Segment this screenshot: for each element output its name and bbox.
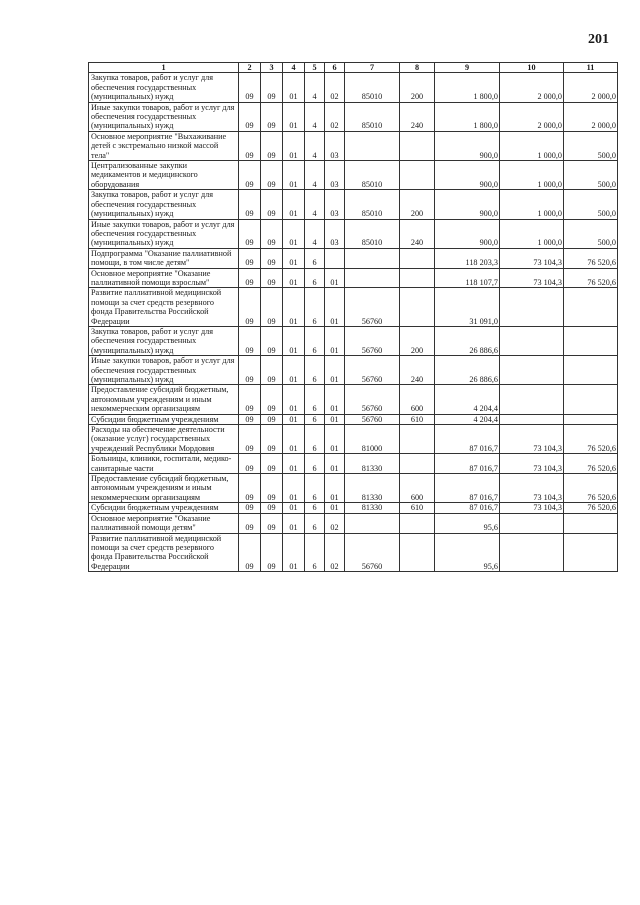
amount-cell: 95,6: [435, 533, 500, 572]
amount-cell: [564, 356, 618, 385]
direction-cell: 81330: [345, 474, 400, 503]
expense-type-cell: 610: [400, 414, 435, 424]
row-name-cell: Основное мероприятие "Оказание паллиативной помощи взрослым": [89, 268, 239, 288]
expense-type-cell: 240: [400, 356, 435, 385]
direction-cell: 56760: [345, 385, 400, 414]
table-row: [89, 190, 618, 219]
subprogram-cell: 4: [305, 161, 325, 190]
table-row: [89, 219, 618, 248]
amount-cell: 73 104,3: [500, 425, 564, 454]
row-name-cell: Субсидии бюджетным учреждениям: [89, 503, 239, 513]
header-cell: 11: [564, 63, 618, 73]
amount-cell: [500, 533, 564, 572]
amount-cell: 1 000,0: [500, 161, 564, 190]
program-cell: 01: [283, 533, 305, 572]
section-cell: 09: [239, 533, 261, 572]
row-name-cell: Основное мероприятие "Оказание паллиативной помощи детям": [89, 513, 239, 533]
header-cell: 2: [239, 63, 261, 73]
program-cell: 01: [283, 102, 305, 131]
expense-type-cell: [400, 454, 435, 474]
amount-cell: 76 520,6: [564, 503, 618, 513]
measure-cell: 01: [325, 288, 345, 327]
amount-cell: [500, 385, 564, 414]
section-cell: 09: [239, 474, 261, 503]
expense-type-cell: [400, 161, 435, 190]
measure-cell: 01: [325, 454, 345, 474]
measure-cell: 01: [325, 326, 345, 355]
measure-cell: 02: [325, 73, 345, 102]
subsection-cell: 09: [261, 219, 283, 248]
direction-cell: 56760: [345, 288, 400, 327]
subprogram-cell: 6: [305, 356, 325, 385]
table-row: [89, 503, 618, 513]
measure-cell: 03: [325, 161, 345, 190]
amount-cell: 900,0: [435, 131, 500, 160]
expense-type-cell: [400, 425, 435, 454]
amount-cell: 500,0: [564, 190, 618, 219]
program-cell: 01: [283, 425, 305, 454]
subsection-cell: 09: [261, 503, 283, 513]
amount-cell: 73 104,3: [500, 248, 564, 268]
section-cell: 09: [239, 326, 261, 355]
program-cell: 01: [283, 288, 305, 327]
table-row: [89, 425, 618, 454]
amount-cell: [564, 513, 618, 533]
program-cell: 01: [283, 248, 305, 268]
subprogram-cell: 6: [305, 248, 325, 268]
program-cell: 01: [283, 503, 305, 513]
table-header-row: [89, 63, 618, 73]
amount-cell: [564, 385, 618, 414]
amount-cell: 1 800,0: [435, 73, 500, 102]
amount-cell: [564, 288, 618, 327]
expense-type-cell: [400, 268, 435, 288]
amount-cell: 1 000,0: [500, 190, 564, 219]
row-name-cell: Предоставление субсидий бюджетным, автономным учреждениям и иным некоммерческим организациям: [89, 385, 239, 414]
subprogram-cell: 6: [305, 503, 325, 513]
section-cell: 09: [239, 385, 261, 414]
direction-cell: 81330: [345, 454, 400, 474]
section-cell: 09: [239, 425, 261, 454]
expense-type-cell: 600: [400, 385, 435, 414]
section-cell: 09: [239, 131, 261, 160]
subsection-cell: 09: [261, 248, 283, 268]
amount-cell: [564, 533, 618, 572]
measure-cell: 03: [325, 190, 345, 219]
amount-cell: 95,6: [435, 513, 500, 533]
expense-type-cell: 240: [400, 102, 435, 131]
subprogram-cell: 4: [305, 102, 325, 131]
subprogram-cell: 6: [305, 454, 325, 474]
header-cell: 5: [305, 63, 325, 73]
subsection-cell: 09: [261, 102, 283, 131]
row-name-cell: Предоставление субсидий бюджетным, автономным учреждениям и иным некоммерческим организациям: [89, 474, 239, 503]
measure-cell: 01: [325, 356, 345, 385]
subprogram-cell: 6: [305, 533, 325, 572]
header-cell: 10: [500, 63, 564, 73]
table-row: [89, 454, 618, 474]
header-cell: 1: [89, 63, 239, 73]
section-cell: 09: [239, 513, 261, 533]
amount-cell: 31 091,0: [435, 288, 500, 327]
expense-type-cell: [400, 248, 435, 268]
amount-cell: 26 886,6: [435, 326, 500, 355]
amount-cell: [564, 326, 618, 355]
subsection-cell: 09: [261, 385, 283, 414]
table-row: [89, 73, 618, 102]
expense-type-cell: 240: [400, 219, 435, 248]
table-row: [89, 474, 618, 503]
subsection-cell: 09: [261, 425, 283, 454]
direction-cell: 85010: [345, 161, 400, 190]
program-cell: 01: [283, 356, 305, 385]
amount-cell: 2 000,0: [564, 73, 618, 102]
direction-cell: 81330: [345, 503, 400, 513]
section-cell: 09: [239, 248, 261, 268]
table-row: [89, 356, 618, 385]
row-name-cell: Расходы на обеспечение деятельности (оказание услуг) государственных учреждений Республики Мордовия: [89, 425, 239, 454]
row-name-cell: Больницы, клиники, госпитали, медико-санитарные части: [89, 454, 239, 474]
direction-cell: 85010: [345, 73, 400, 102]
amount-cell: [500, 414, 564, 424]
program-cell: 01: [283, 414, 305, 424]
amount-cell: 500,0: [564, 161, 618, 190]
measure-cell: 01: [325, 268, 345, 288]
section-cell: 09: [239, 503, 261, 513]
amount-cell: [564, 414, 618, 424]
measure-cell: 01: [325, 474, 345, 503]
direction-cell: 85010: [345, 219, 400, 248]
section-cell: 09: [239, 73, 261, 102]
expense-type-cell: [400, 533, 435, 572]
subsection-cell: 09: [261, 414, 283, 424]
subsection-cell: 09: [261, 474, 283, 503]
header-cell: 3: [261, 63, 283, 73]
measure-cell: 03: [325, 219, 345, 248]
amount-cell: 73 104,3: [500, 268, 564, 288]
expense-type-cell: 200: [400, 190, 435, 219]
amount-cell: 2 000,0: [500, 73, 564, 102]
amount-cell: 118 107,7: [435, 268, 500, 288]
amount-cell: 76 520,6: [564, 425, 618, 454]
row-name-cell: Подпрограмма "Оказание паллиативной помощи, в том числе детям": [89, 248, 239, 268]
subprogram-cell: 4: [305, 219, 325, 248]
subsection-cell: 09: [261, 161, 283, 190]
direction-cell: 56760: [345, 533, 400, 572]
row-name-cell: Основное мероприятие "Выхаживание детей с экстремально низкой массой тела": [89, 131, 239, 160]
measure-cell: 02: [325, 513, 345, 533]
row-name-cell: Развитие паллиативной медицинской помощи за счет средств резервного фонда Правительства Российской Федерации: [89, 533, 239, 572]
subprogram-cell: 6: [305, 288, 325, 327]
subsection-cell: 09: [261, 326, 283, 355]
amount-cell: [500, 356, 564, 385]
table-row: [89, 268, 618, 288]
subsection-cell: 09: [261, 288, 283, 327]
amount-cell: 500,0: [564, 131, 618, 160]
amount-cell: 87 016,7: [435, 454, 500, 474]
table-row: [89, 513, 618, 533]
section-cell: 09: [239, 414, 261, 424]
section-cell: 09: [239, 190, 261, 219]
subprogram-cell: 6: [305, 414, 325, 424]
subprogram-cell: 6: [305, 513, 325, 533]
page-number: 201: [588, 32, 609, 47]
subprogram-cell: 4: [305, 73, 325, 102]
amount-cell: 1 000,0: [500, 219, 564, 248]
measure-cell: [325, 248, 345, 268]
header-cell: 7: [345, 63, 400, 73]
amount-cell: 76 520,6: [564, 248, 618, 268]
section-cell: 09: [239, 161, 261, 190]
amount-cell: 118 203,3: [435, 248, 500, 268]
amount-cell: [500, 288, 564, 327]
row-name-cell: Иные закупки товаров, работ и услуг для обеспечения государственных (муниципальных) нужд: [89, 219, 239, 248]
table-row: [89, 385, 618, 414]
amount-cell: 73 104,3: [500, 503, 564, 513]
amount-cell: 73 104,3: [500, 474, 564, 503]
amount-cell: 900,0: [435, 190, 500, 219]
subsection-cell: 09: [261, 131, 283, 160]
subsection-cell: 09: [261, 190, 283, 219]
program-cell: 01: [283, 454, 305, 474]
section-cell: 09: [239, 356, 261, 385]
expense-type-cell: 610: [400, 503, 435, 513]
subprogram-cell: 6: [305, 474, 325, 503]
section-cell: 09: [239, 102, 261, 131]
direction-cell: 56760: [345, 356, 400, 385]
section-cell: 09: [239, 454, 261, 474]
direction-cell: 56760: [345, 326, 400, 355]
section-cell: 09: [239, 268, 261, 288]
subprogram-cell: 6: [305, 326, 325, 355]
table-row: [89, 414, 618, 424]
row-name-cell: Закупка товаров, работ и услуг для обеспечения государственных (муниципальных) нужд: [89, 190, 239, 219]
amount-cell: 2 000,0: [564, 102, 618, 131]
amount-cell: 76 520,6: [564, 268, 618, 288]
subprogram-cell: 6: [305, 425, 325, 454]
expense-type-cell: 200: [400, 73, 435, 102]
amount-cell: 87 016,7: [435, 425, 500, 454]
measure-cell: 02: [325, 102, 345, 131]
subprogram-cell: 4: [305, 131, 325, 160]
amount-cell: 87 016,7: [435, 503, 500, 513]
subsection-cell: 09: [261, 533, 283, 572]
row-name-cell: Закупка товаров, работ и услуг для обеспечения государственных (муниципальных) нужд: [89, 326, 239, 355]
row-name-cell: Развитие паллиативной медицинской помощи за счет средств резервного фонда Правительства Российской Федерации: [89, 288, 239, 327]
expense-type-cell: 600: [400, 474, 435, 503]
program-cell: 01: [283, 385, 305, 414]
direction-cell: 81000: [345, 425, 400, 454]
row-name-cell: Субсидии бюджетным учреждениям: [89, 414, 239, 424]
row-name-cell: Централизованные закупки медикаментов и медицинского оборудования: [89, 161, 239, 190]
subsection-cell: 09: [261, 454, 283, 474]
header-cell: 6: [325, 63, 345, 73]
program-cell: 01: [283, 219, 305, 248]
header-cell: 9: [435, 63, 500, 73]
section-cell: 09: [239, 219, 261, 248]
measure-cell: 03: [325, 131, 345, 160]
subsection-cell: 09: [261, 356, 283, 385]
section-cell: 09: [239, 288, 261, 327]
amount-cell: 2 000,0: [500, 102, 564, 131]
measure-cell: 01: [325, 414, 345, 424]
expense-type-cell: [400, 131, 435, 160]
direction-cell: [345, 248, 400, 268]
expense-type-cell: [400, 288, 435, 327]
direction-cell: [345, 268, 400, 288]
program-cell: 01: [283, 513, 305, 533]
table-row: [89, 248, 618, 268]
expense-type-cell: 200: [400, 326, 435, 355]
subprogram-cell: 6: [305, 268, 325, 288]
amount-cell: 76 520,6: [564, 454, 618, 474]
table-row: [89, 161, 618, 190]
subsection-cell: 09: [261, 513, 283, 533]
row-name-cell: Иные закупки товаров, работ и услуг для обеспечения государственных (муниципальных) нужд: [89, 356, 239, 385]
amount-cell: 4 204,4: [435, 385, 500, 414]
table-row: [89, 102, 618, 131]
measure-cell: 02: [325, 533, 345, 572]
measure-cell: 01: [325, 385, 345, 414]
direction-cell: 85010: [345, 102, 400, 131]
amount-cell: 900,0: [435, 219, 500, 248]
program-cell: 01: [283, 131, 305, 160]
direction-cell: [345, 131, 400, 160]
direction-cell: 85010: [345, 190, 400, 219]
subsection-cell: 09: [261, 73, 283, 102]
row-name-cell: Иные закупки товаров, работ и услуг для обеспечения государственных (муниципальных) нужд: [89, 102, 239, 131]
program-cell: 01: [283, 190, 305, 219]
measure-cell: 01: [325, 503, 345, 513]
table-row: [89, 533, 618, 572]
table-row: [89, 326, 618, 355]
amount-cell: 1 800,0: [435, 102, 500, 131]
program-cell: 01: [283, 326, 305, 355]
amount-cell: 500,0: [564, 219, 618, 248]
amount-cell: 900,0: [435, 161, 500, 190]
direction-cell: 56760: [345, 414, 400, 424]
program-cell: 01: [283, 73, 305, 102]
table-row: [89, 131, 618, 160]
amount-cell: 73 104,3: [500, 454, 564, 474]
program-cell: 01: [283, 161, 305, 190]
direction-cell: [345, 513, 400, 533]
amount-cell: [500, 513, 564, 533]
amount-cell: 1 000,0: [500, 131, 564, 160]
expense-type-cell: [400, 513, 435, 533]
program-cell: 01: [283, 474, 305, 503]
row-name-cell: Закупка товаров, работ и услуг для обеспечения государственных (муниципальных) нужд: [89, 73, 239, 102]
subsection-cell: 09: [261, 268, 283, 288]
table-row: [89, 288, 618, 327]
header-cell: 4: [283, 63, 305, 73]
budget-table: [88, 62, 618, 572]
header-cell: 8: [400, 63, 435, 73]
amount-cell: [500, 326, 564, 355]
amount-cell: 76 520,6: [564, 474, 618, 503]
amount-cell: 87 016,7: [435, 474, 500, 503]
program-cell: 01: [283, 268, 305, 288]
subprogram-cell: 6: [305, 385, 325, 414]
subprogram-cell: 4: [305, 190, 325, 219]
amount-cell: 26 886,6: [435, 356, 500, 385]
amount-cell: 4 204,4: [435, 414, 500, 424]
measure-cell: 01: [325, 425, 345, 454]
